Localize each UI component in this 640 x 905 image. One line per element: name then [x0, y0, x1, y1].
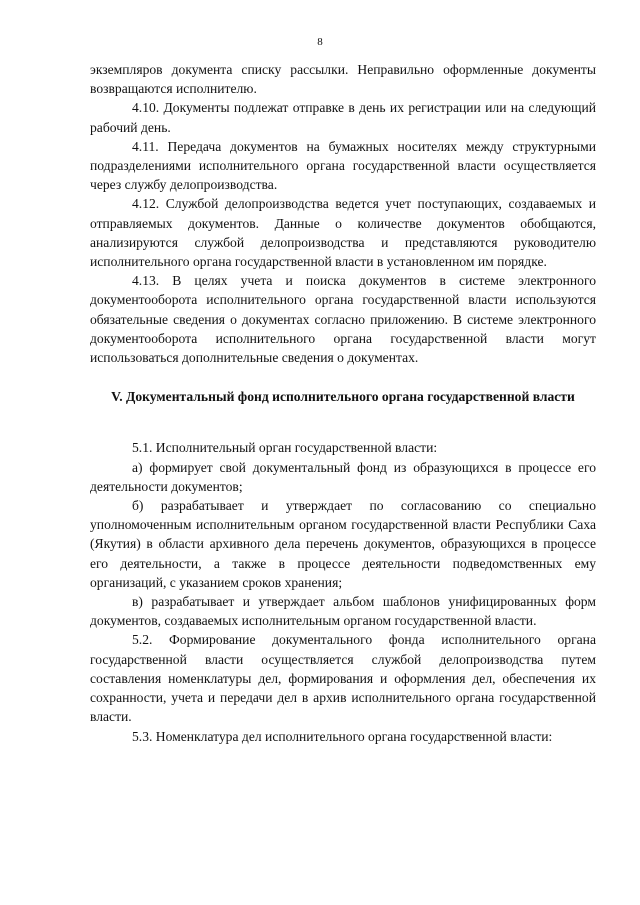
paragraph: экземпляров документа списку рассылки. Неправильно оформленные документы возвращаются исполнителю. — [90, 62, 596, 97]
paragraph-4-11: 4.11. Передача документов на бумажных носителях между структурными подразделениями исполнительного органа государственной власти осуществляется через службу делопроизводства. — [90, 138, 596, 193]
list-item-b: б) разрабатывает и утверждает по согласованию со специально уполномоченным исполнительным органом государственной власти Республики Саха (Якутия) в области архивного дела перечень документов, образующихся в процессе его деятельности, а также в процессе деятельности подведомственных ему организаций, с указанием сроков хранения; — [90, 498, 596, 590]
paragraph-4-12: 4.12. Службой делопроизводства ведется учет поступающих, создаваемых и отправляемых документов. Данные о количестве документов обобщаются, анализируются службой делопроизводства и представляются руководителю исполнительного органа государственной власти в установленном им порядке. — [90, 196, 596, 270]
paragraph-5-3: 5.3. Номенклатура дел исполнительного органа государственной власти: — [132, 728, 553, 744]
page-body — [90, 60, 596, 746]
section-heading: V. Документальный фонд исполнительного органа государственной власти — [111, 389, 575, 405]
paragraph-5-2: 5.2. Формирование документального фонда исполнительного органа государственной власти осуществляется службой делопроизводства путем составления номенклатуры дел, формирования и оформления дел, обеспечения их сохранности, учета и передачи дел в архив исполнительного органа государственной власти. — [90, 632, 596, 725]
list-item-a: а) формирует свой документальный фонд из образующихся в процессе его деятельности документов; — [90, 459, 596, 494]
paragraph-5-1: 5.1. Исполнительный орган государственной власти: — [132, 440, 438, 456]
page-number: 8 — [317, 36, 323, 48]
list-item-v: в) разрабатывает и утверждает альбом шаблонов унифицированных форм документов, создаваемых исполнительным органом государственной власти. — [90, 594, 596, 629]
paragraph-4-13: 4.13. В целях учета и поиска документов в системе электронного документооборота исполнительного органа государственной власти используются обязательные сведения о документах согласно приложению. В системе электронного документооборота исполнительного органа государственной власти могут использоваться дополнительные сведения о документах. — [90, 273, 596, 366]
paragraph-4-10: 4.10. Документы подлежат отправке в день их регистрации или на следующий рабочий день. — [90, 100, 596, 135]
